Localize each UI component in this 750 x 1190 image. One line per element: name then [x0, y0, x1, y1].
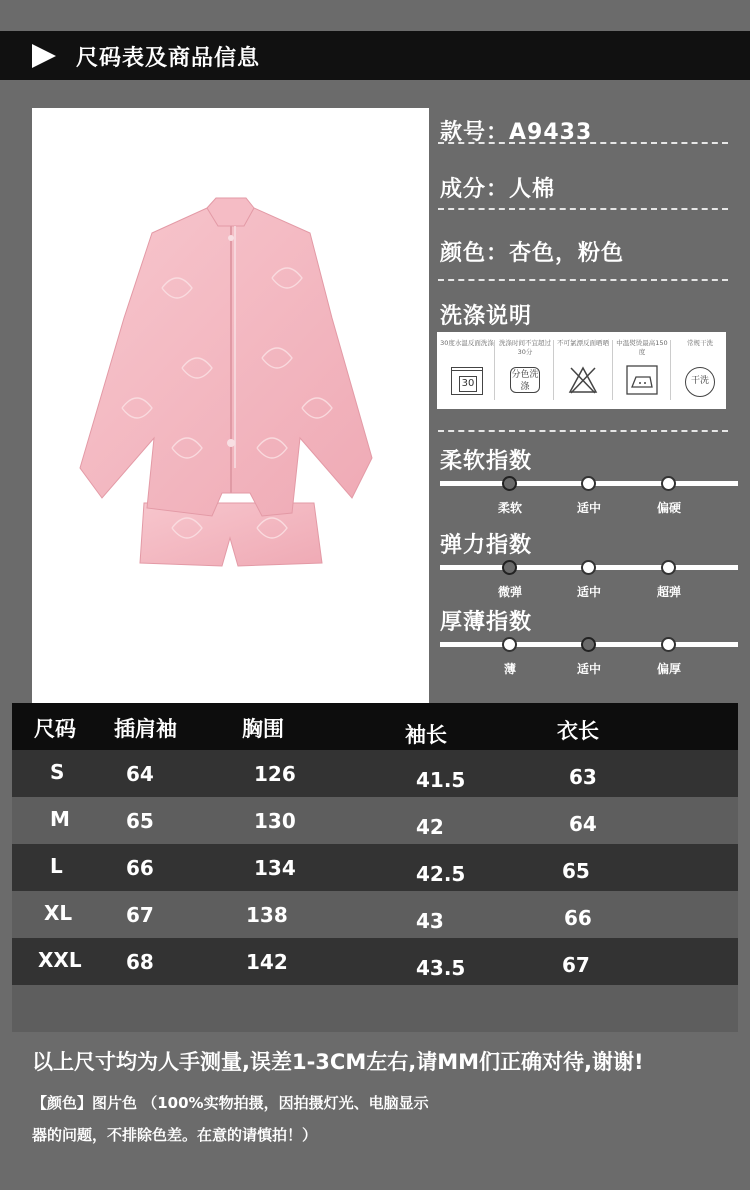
- style-number: 款号：A9433: [440, 120, 593, 145]
- table-row: XL 67 138 43 66: [12, 891, 738, 938]
- divider: [438, 430, 728, 432]
- thickness-dot-medium: [581, 637, 596, 652]
- softness-label: 偏硬: [656, 501, 681, 515]
- color-note-line1: 【颜色】图片色 （100%实物拍摄，因拍摄灯光、电脑显示: [32, 1094, 429, 1112]
- elasticity-label: 超弹: [656, 585, 681, 599]
- softness-dot-hard: [661, 476, 676, 491]
- table-row: XXL 68 142 43.5 67: [12, 938, 738, 985]
- thickness-dot-thick: [661, 637, 676, 652]
- elasticity-dot-super: [661, 560, 676, 575]
- iron-medium-icon: 中温熨烫最高150度: [614, 332, 670, 409]
- table-row: L 66 134 42.5 65: [12, 844, 738, 891]
- table-row: S 64 126 41.5 63: [12, 750, 738, 797]
- softness-title: 柔软指数: [440, 449, 533, 474]
- header-garment-length: 衣长: [557, 719, 599, 743]
- section-header: [0, 31, 750, 80]
- no-bleach-icon: 不可氯漂反面晒晒: [555, 332, 611, 409]
- softness-dot-medium: [581, 476, 596, 491]
- table-header: [12, 703, 738, 750]
- section-title: 尺码表及商品信息: [76, 46, 261, 71]
- elasticity-dot-medium: [581, 560, 596, 575]
- elasticity-title: 弹力指数: [440, 533, 533, 558]
- wash-care-panel: [437, 332, 726, 409]
- color-note-line2: 器的问题，不排除色差。在意的请慎拍！）: [32, 1126, 318, 1144]
- divider: [438, 142, 728, 144]
- elasticity-label: 微弹: [497, 585, 522, 599]
- color-info: 颜色：杏色，粉色: [440, 241, 625, 266]
- header-sleeve-length: 袖长: [405, 723, 447, 747]
- softness-label: 适中: [576, 501, 601, 515]
- material: 成分：人棉: [440, 177, 556, 202]
- wash-30-icon: 30度水温反面洗涤 30: [439, 332, 495, 409]
- divider: [438, 208, 728, 210]
- header-chest: 胸围: [242, 717, 284, 741]
- softness-dot-soft: [502, 476, 517, 491]
- thickness-label: 偏厚: [656, 662, 681, 676]
- header-raglan-sleeve: 插肩袖: [114, 717, 177, 741]
- divider: [438, 279, 728, 281]
- softness-label: 柔软: [497, 501, 522, 515]
- thickness-label: 适中: [576, 662, 601, 676]
- table-row: M 65 130 42 64: [12, 797, 738, 844]
- thickness-dot-thin: [502, 637, 517, 652]
- thickness-label: 薄: [503, 662, 516, 676]
- elasticity-label: 适中: [576, 585, 601, 599]
- wash-title: 洗涤说明: [440, 304, 533, 329]
- header-size: 尺码: [34, 717, 76, 741]
- elasticity-dot-slight: [502, 560, 517, 575]
- pink-pajama-set-image: [32, 108, 429, 703]
- play-arrow-icon: [32, 44, 56, 68]
- product-photo: [32, 108, 429, 703]
- table-row-empty: [12, 985, 738, 1032]
- separate-wash-icon: 洗涤时间不宜超过30分 分色洗涤: [499, 339, 551, 392]
- dry-clean-icon: 常规干洗 干洗: [672, 332, 728, 409]
- measurement-note: 以上尺寸均为人手测量,误差1-3CM左右,请MM们正确对待,谢谢!: [32, 1050, 644, 1074]
- thickness-title: 厚薄指数: [440, 610, 533, 635]
